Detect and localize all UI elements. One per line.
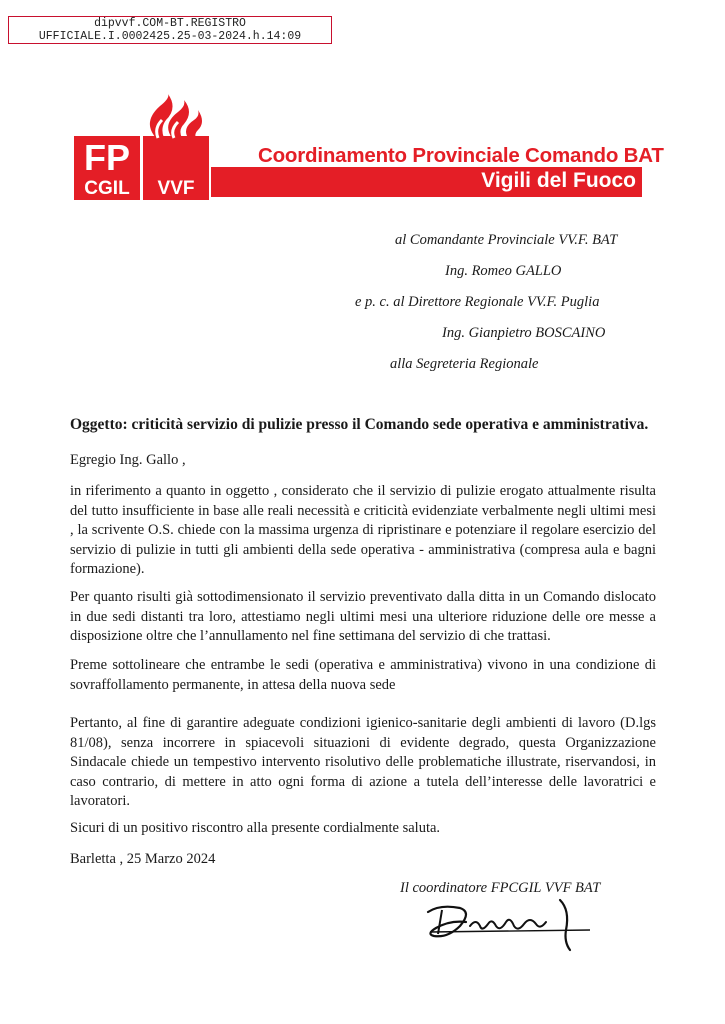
closing-line: Sicuri di un positivo riscontro alla presente cordialmente saluta.: [70, 820, 441, 836]
fp-cgil-vvf-logo: [74, 94, 209, 200]
body-paragraph-1: in riferimento a quanto in oggetto , considerato che il servizio di pulizie erogato attualmente risulta del tutto insufficiente in base alle reali necessità e criticità evidenziate verbalmente negli ultimi mesi , la scrivente O.S. chiede con la massima urgenza di ripristinare e potenziare il regolare esercizio del servizio di pulizie in tutti gli ambienti della sede operativa - amministrativa (compresa aula e bagni formazione).: [70, 483, 656, 577]
logo-fp-text: FP: [83, 137, 131, 178]
protocol-stamp: [8, 16, 332, 44]
header-bar: [211, 167, 642, 197]
body-paragraph-4: Pertanto, al fine di garantire adeguate condizioni igienico-sanitarie degli ambienti di lavoro (D.lgs 81/08), senza incorrere in spiacevoli situazioni di evidente degrado, questa Organizzazione Sindacale chiede un tempestivo intervento risolutivo delle problematiche illustrate, riservandosi, in caso contrario, di mettere in atto ogni forma di azione a tutela dell’interesse delle lavoratrici e lavoratori.: [70, 715, 656, 809]
header-subtitle: Vigili del Fuoco: [481, 169, 636, 192]
logo-vvf-text: VVF: [157, 178, 195, 199]
recipient-line-1: al Comandante Provinciale VV.F. BAT: [395, 232, 618, 248]
recipient-line-3: e p. c. al Direttore Regionale VV.F. Puglia: [355, 294, 600, 310]
stamp-line-1: dipvvf.COM-BT.REGISTRO: [94, 17, 246, 30]
stamp-line-2: UFFICIALE.I.0002425.25-03-2024.h.14:09: [38, 30, 302, 43]
handwritten-signature-icon: [420, 890, 600, 952]
recipient-line-5: alla Segreteria Regionale: [390, 356, 539, 372]
body-paragraph-3: Preme sottolineare che entrambe le sedi (operativa e amministrativa) vivono in una condizione di sovraffollamento permanente, in attesa della nuova sede: [70, 657, 656, 693]
subject-line: Oggetto: criticità servizio di pulizie presso il Comando sede operativa e amministrativa.: [70, 416, 649, 433]
header-title: Coordinamento Provinciale Comando BAT: [258, 144, 664, 167]
signer-title: Il coordinatore FPCGIL VVF BAT: [400, 880, 601, 896]
place-date: Barletta , 25 Marzo 2024: [70, 851, 216, 867]
body-paragraph-2: Per quanto risulti già sottodimensionato il servizio preventivato dalla ditta in un Comando dislocato in due sedi distanti tra loro, attestiamo negli ultimi mesi una ulteriore riduzione delle ore messe a disposizione oltre che l’annullamento nel fine settimana del servizio di che trattasi.: [70, 589, 656, 644]
recipient-line-4: Ing. Gianpietro BOSCAINO: [442, 325, 606, 341]
logo-cgil-text: CGIL: [84, 178, 130, 199]
salutation: Egregio Ing. Gallo ,: [70, 452, 186, 468]
recipient-line-2: Ing. Romeo GALLO: [445, 263, 562, 279]
